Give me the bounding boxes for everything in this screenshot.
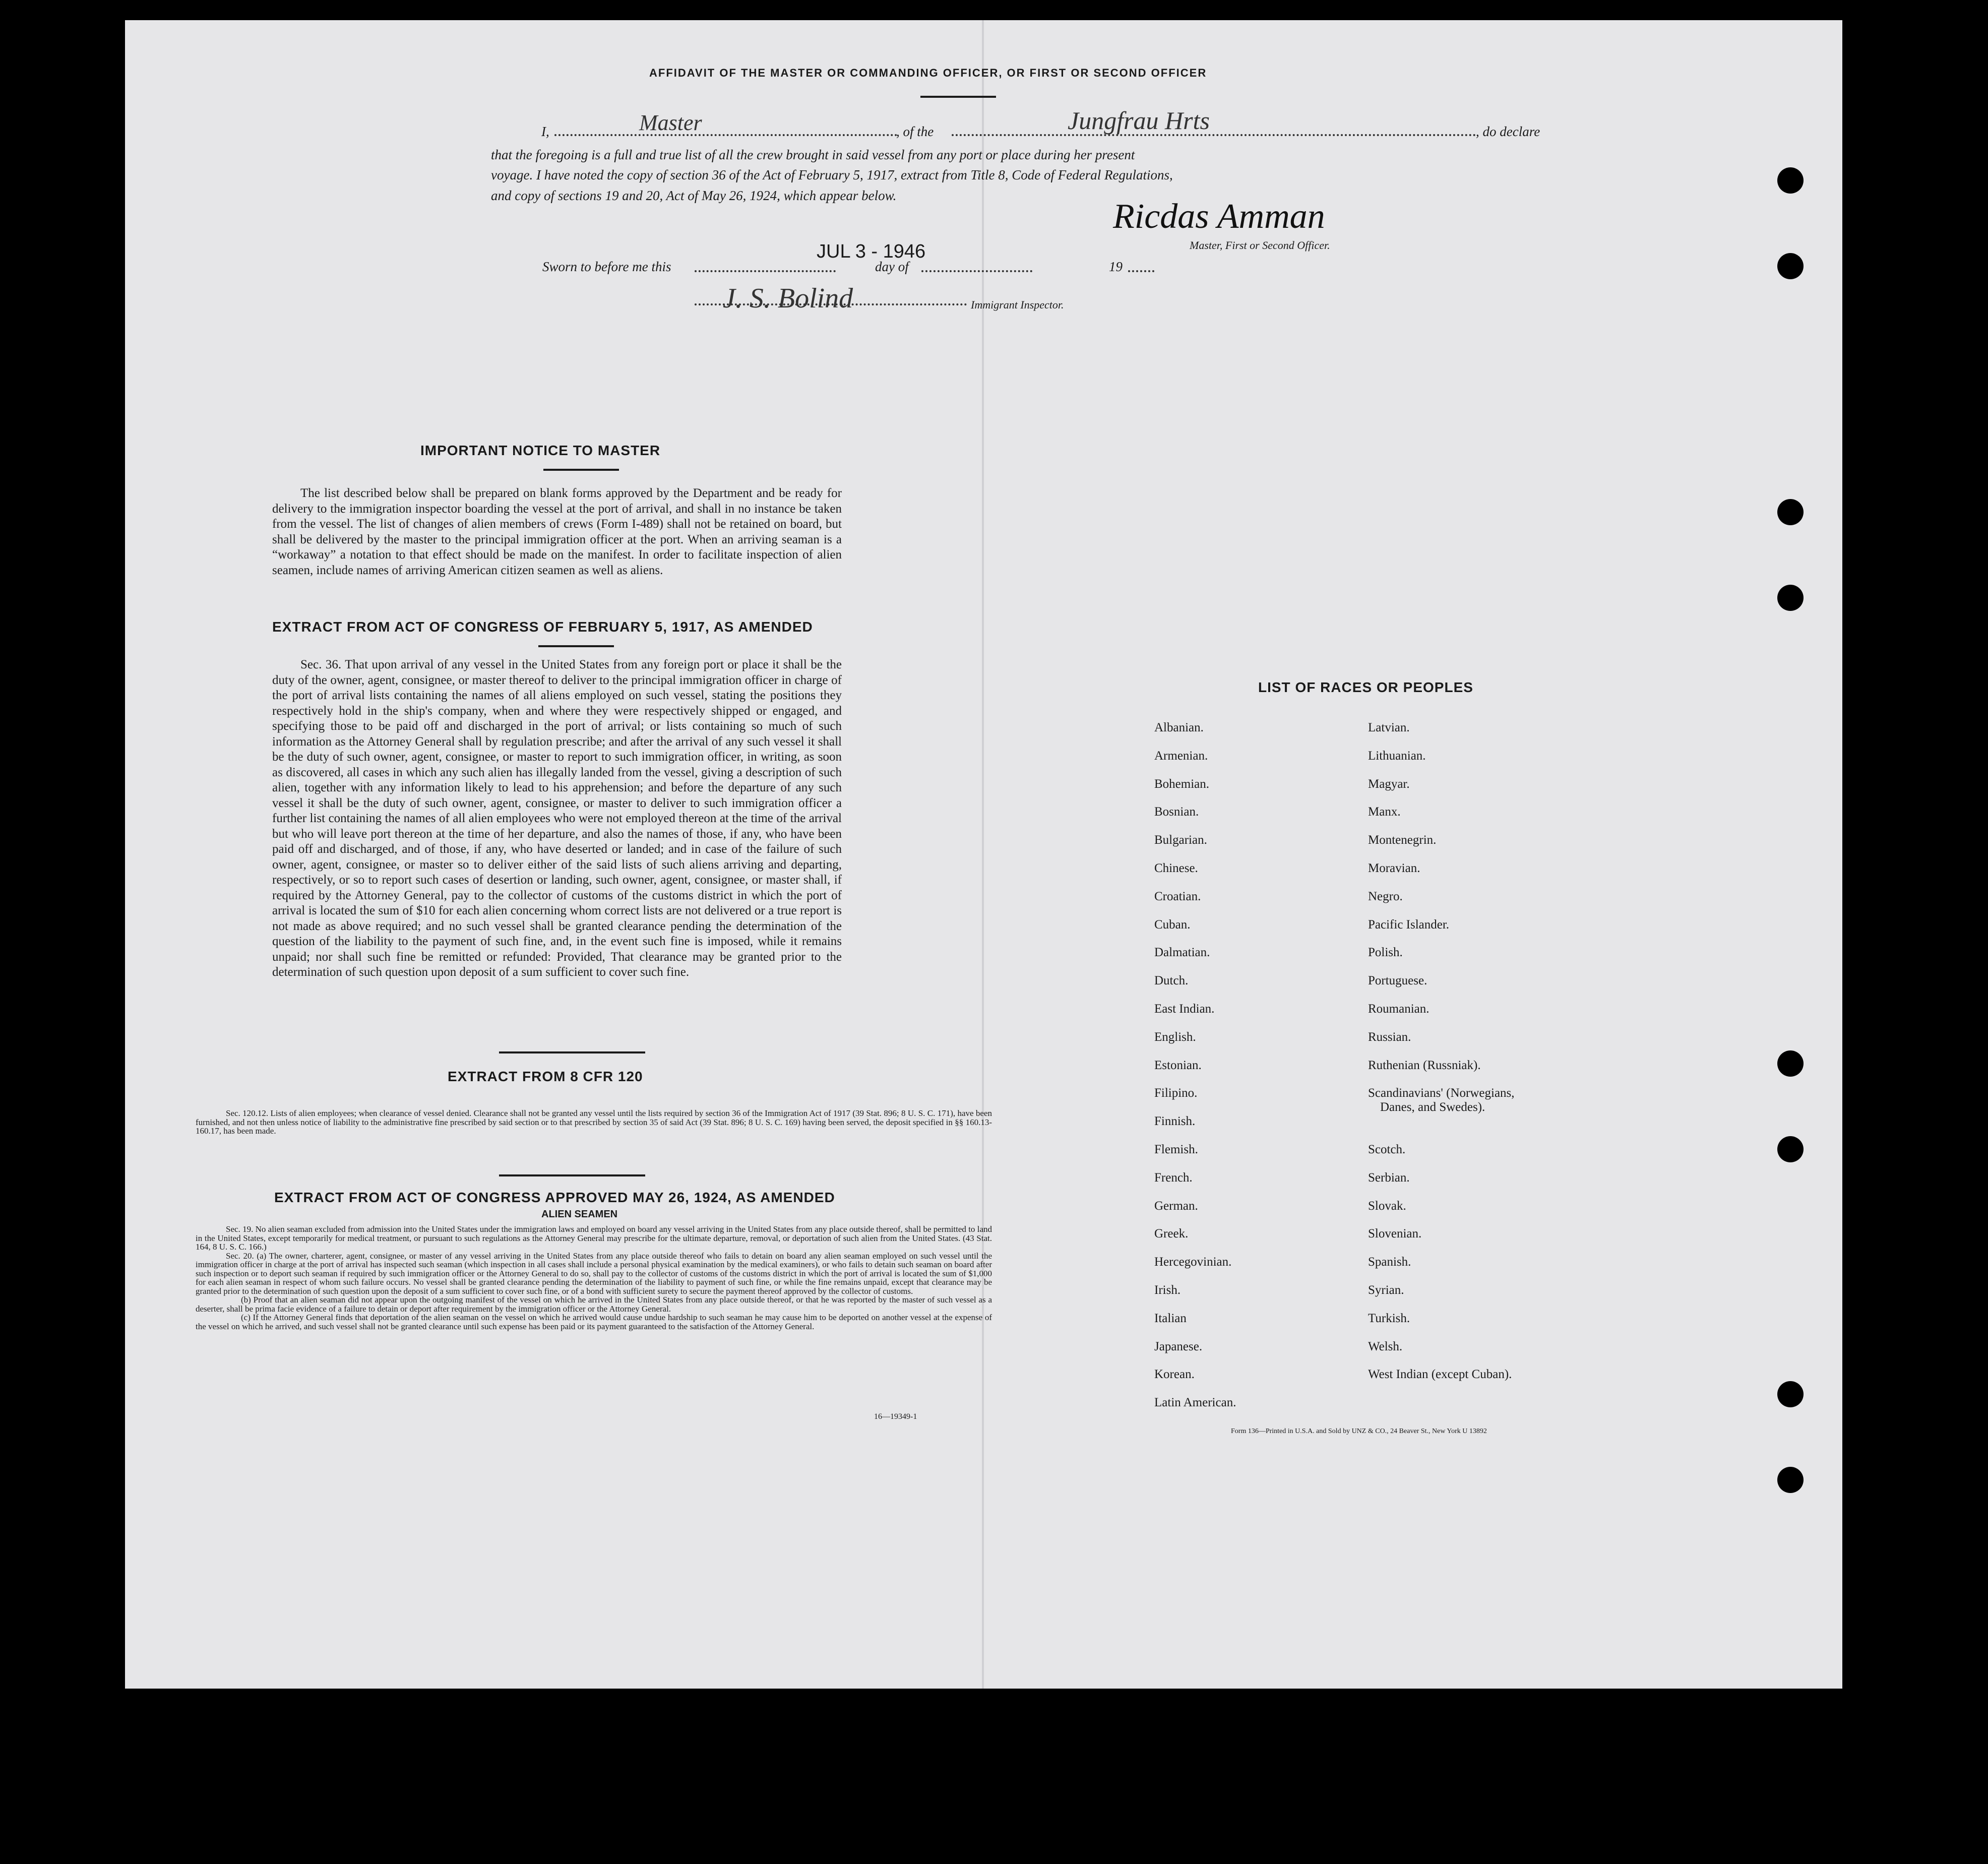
punch-hole [1777, 167, 1804, 194]
divider [499, 1174, 645, 1176]
race-item: Slovak. [1368, 1199, 1406, 1213]
sec20c-text: (c) If the Attorney General finds that deportation of the alien seaman on the vessel on which he arrived would cause undue hardship to such seaman he may cause him to be deported on another vessel at the expense of the vessel on which he arrived, and such vessel shall not be granted clearance until such expense has been paid or its payment guaranteed to the satisfaction of the Attorney General. [196, 1313, 992, 1331]
sec20a-text: Sec. 20. (a) The owner, charterer, agent, consignee, or master of any vessel arriving in the United States from any place outside thereof who fails to detain on board any alien seaman employed on such vessel until the immigration officer in charge at the port of arrival has inspected such seaman (which inspection in all cases shall include a personal physical examination by the medical examiners), or who fails to detain such seaman on board after such inspection or to deport such seaman if required by such immigration officer or the Attorney General to do so, shall pay to the collector of customs of the customs district in which the port of arrival is located the sum of $1,000 for each alien seaman in respect of whom such failure occurs. No vessel shall be granted clearance pending the determination of the liability to payment of such fine, or while the fine remains unpaid, except that clearance may be granted prior to the determination of such question upon the deposit of a sum sufficient to cover such fine, or of a bond with sufficient surety to secure the payment thereof approved by the collector of customs. [196, 1251, 992, 1296]
date-stamp: JUL 3 - 1946 [817, 241, 926, 262]
extract-1924-title: EXTRACT FROM ACT OF CONGRESS APPROVED MAY 26, 1924, AS AMENDED [274, 1190, 835, 1205]
race-item: Irish. [1154, 1283, 1181, 1297]
race-item: West Indian (except Cuban). [1368, 1368, 1512, 1382]
race-item: Moravian. [1368, 861, 1420, 875]
extract-cfr-title: EXTRACT FROM 8 CFR 120 [448, 1069, 643, 1084]
master-name-handwriting: Master [639, 110, 702, 135]
race-item: German. [1154, 1199, 1198, 1213]
affidavit-title: AFFIDAVIT OF THE MASTER OR COMMANDING OFFICER, OR FIRST OR SECOND OFFICER [649, 67, 1207, 79]
race-item: Flemish. [1154, 1143, 1198, 1156]
punch-hole [1777, 585, 1804, 611]
race-item: Japanese. [1154, 1339, 1203, 1353]
punch-hole [1777, 1050, 1804, 1077]
race-item: English. [1154, 1030, 1196, 1044]
divider [920, 96, 996, 98]
master-signature: Ricdas Amman [1113, 197, 1325, 236]
race-item: Korean. [1154, 1368, 1195, 1382]
year-line [1128, 270, 1154, 272]
race-item: Chinese. [1154, 861, 1198, 875]
race-item: Danes, and Swedes). [1380, 1100, 1485, 1114]
race-item: Magyar. [1368, 777, 1410, 791]
divider [499, 1051, 645, 1053]
race-item: Scandinavians' (Norwegians, [1368, 1086, 1515, 1100]
race-item: Cuban. [1154, 917, 1191, 931]
race-item: Bulgarian. [1154, 833, 1207, 847]
divider [538, 645, 614, 647]
signer-role: Master, First or Second Officer. [1190, 239, 1330, 252]
race-item: Lithuanian. [1368, 749, 1426, 763]
race-item: Slovenian. [1368, 1227, 1422, 1241]
race-item: Negro. [1368, 889, 1403, 903]
race-item: Manx. [1368, 805, 1401, 819]
divider [543, 469, 619, 471]
punch-hole [1777, 1467, 1804, 1493]
extract-1917-text: Sec. 36. That upon arrival of any vessel in the United States from any foreign port or place it shall be the duty of the owner, agent, consignee, or master thereof to deliver to the principal immigration officer in charge of the port of arrival lists containing the names of all aliens employed on such vessel, stating the positions they respectively hold in the ship's company, when and where they were respectively shipped or engaged, and specifying those to be paid off and discharged in the port of arrival; or lists containing so much of such information as the Attorney General shall by regulation prescribe; and after the arrival of any such vessel it shall be the duty of such owner, agent, consignee, or master to report to such immigration officer, in writing, as soon as discovered, all cases in which any such alien has illegally landed from the vessel, giving a description of such alien, together with any information likely to lead to his apprehension; and before the departure of any such vessel it shall be the duty of such owner, agent, consignee, or master to deliver to such immigration officer a further list containing the names of all alien employees who were not employed thereon at the time of the arrival but who will leave port thereon at the time of her departure, and also the names of those, if any, who have been paid off and discharged, and of those, if any, who have deserted or landed; and in case of the failure of such owner, agent, consignee, or master so to deliver either of the said lists of such aliens arriving and departing, respectively, or so to report such cases of desertion or landing, such owner, agent, consignee, or master shall, if required by the Attorney General, pay to the collector of customs of the customs district in which the port of arrival is located the sum of $10 for each alien concerning whom correct lists are not delivered or a true report is not made as above required; and no such vessel shall be granted clearance pending the determination of the question of the liability to the payment of such fine, and, in the event such fine is imposed, while it remains unpaid; nor shall such fine be remitted or refunded: Provided, That clearance may be granted prior to the determination of such question upon deposit of a sum sufficient to cover such fine. [272, 658, 842, 979]
document-page [125, 20, 1842, 1689]
race-item: Scotch. [1368, 1143, 1406, 1156]
punch-hole [1777, 1381, 1804, 1407]
race-item: Greek. [1154, 1227, 1189, 1241]
sworn-day-line [695, 270, 836, 272]
race-item: Montenegrin. [1368, 833, 1437, 847]
affidavit-i: I, [541, 124, 549, 139]
race-item: Roumanian. [1368, 1002, 1430, 1016]
inspector-signature: J. S. Bolind [723, 283, 853, 314]
month-line [921, 270, 1032, 272]
race-item: Bohemian. [1154, 777, 1210, 791]
sworn-label: Sworn to before me this [542, 259, 671, 274]
year-prefix: 19 [1109, 259, 1123, 274]
race-item: Filipino. [1154, 1086, 1198, 1100]
race-item: Dutch. [1154, 974, 1189, 988]
sec20b-text: (b) Proof that an alien seaman did not appear upon the outgoing manifest of the vessel on which he arrived in the United States from any place outside thereof, or that he was reported by the master of such vessel as a deserter, shall be prima facie evidence of a failure to detain or deport after requirement by the immigration officer or the Attorney General. [196, 1295, 992, 1314]
race-item: Polish. [1368, 946, 1403, 960]
race-item: Armenian. [1154, 749, 1208, 763]
affidavit-line2: that the foregoing is a full and true list of all the crew brought in said vessel from any port or place during her present [491, 147, 1135, 162]
race-item: Bosnian. [1154, 805, 1199, 819]
extract-1924-body [196, 1225, 992, 1331]
extract-cfr-text: Sec. 120.12. Lists of alien employees; when clearance of vessel denied. Clearance shall not be granted any vessel until the lists required by section 36 of the Immigration Act of 1917 (39 Stat. 896; 8 U. S. C. 171), have been furnished, and not then unless notice of liability to the administrative fine prescribed by said section or to that prescribed by section 35 of said Act (39 Stat. 896; 8 U. S. C. 169) having been served, the deposit specified in §§ 160.13-160.17, has been made. [196, 1108, 992, 1136]
race-item: French. [1154, 1170, 1193, 1185]
race-item: Latvian. [1368, 721, 1410, 734]
race-item: Welsh. [1368, 1339, 1403, 1353]
print-code: 16—19349-1 [874, 1412, 917, 1421]
notice-title: IMPORTANT NOTICE TO MASTER [420, 443, 661, 458]
race-item: Hercegovinian. [1154, 1255, 1232, 1269]
race-item: Croatian. [1154, 889, 1201, 903]
affidavit-of-the: , of the [896, 124, 934, 139]
race-item: Finnish. [1154, 1114, 1196, 1129]
notice-text: The list described below shall be prepared on blank forms approved by the Department and be ready for delivery to the immigration inspector boarding the vessel at the port of arrival, and shall in no instance be taken from the vessel. The list of changes of alien members of crews (Form I-489) shall not be retained on board, but shall be delivered by the master to the principal immigration officer at the port. When an arriving seaman is a “workaway” a notation to that effect should be made on the manifest. In order to facilitate inspection of alien seamen, include names of arriving American citizen seamen as well as aliens. [272, 486, 842, 577]
affidavit-line4: and copy of sections 19 and 20, Act of May 26, 1924, which appear below. [491, 188, 897, 203]
races-title: LIST OF RACES OR PEOPLES [1258, 679, 1473, 695]
affidavit-do-declare: , do declare [1476, 124, 1540, 139]
affidavit-line3: voyage. I have noted the copy of section 36 of the Act of February 5, 1917, extract from Title 8, Code of Federal Regulations, [491, 167, 1173, 182]
race-item: Estonian. [1154, 1058, 1202, 1072]
race-item: Latin American. [1154, 1396, 1236, 1410]
race-item: Russian. [1368, 1030, 1411, 1044]
race-item: Dalmatian. [1154, 946, 1210, 960]
sec19-text: Sec. 19. No alien seaman excluded from admission into the United States under the immigration laws and employed on board any vessel arriving in the United States from any place outside thereof, shall be permitted to land in the United States, except temporarily for medical treatment, or pursuant to such regulations as the Attorney General may prescribe for the ultimate departure, removal, or deportation of such alien from the United States. (43 Stat. 164, 8 U. S. C. 166.) [196, 1224, 992, 1252]
race-item: Pacific Islander. [1368, 917, 1450, 931]
punch-hole [1777, 253, 1804, 279]
race-item: Portuguese. [1368, 974, 1427, 988]
alien-seamen-subtitle: ALIEN SEAMEN [541, 1209, 618, 1220]
race-item: East Indian. [1154, 1002, 1215, 1016]
race-item: Albanian. [1154, 721, 1204, 734]
race-item: Ruthenian (Russniak). [1368, 1058, 1481, 1072]
race-item: Syrian. [1368, 1283, 1404, 1297]
race-item: Italian [1154, 1311, 1187, 1325]
extract-1917-title: EXTRACT FROM ACT OF CONGRESS OF FEBRUARY 5, 1917, AS AMENDED [272, 619, 813, 635]
inspector-role: Immigrant Inspector. [971, 298, 1064, 311]
race-item: Spanish. [1368, 1255, 1411, 1269]
day-of-label: day of [875, 259, 909, 274]
name-line [554, 134, 897, 136]
race-item: Turkish. [1368, 1311, 1410, 1325]
form-footer: Form 136—Printed in U.S.A. and Sold by UNZ & CO., 24 Beaver St., New York U 13892 [1231, 1427, 1487, 1435]
vessel-line [952, 134, 1476, 136]
punch-hole [1777, 499, 1804, 525]
race-item: Serbian. [1368, 1170, 1410, 1185]
punch-hole [1777, 1136, 1804, 1162]
vessel-name-handwriting: Jungfrau Hrts [1068, 106, 1210, 135]
